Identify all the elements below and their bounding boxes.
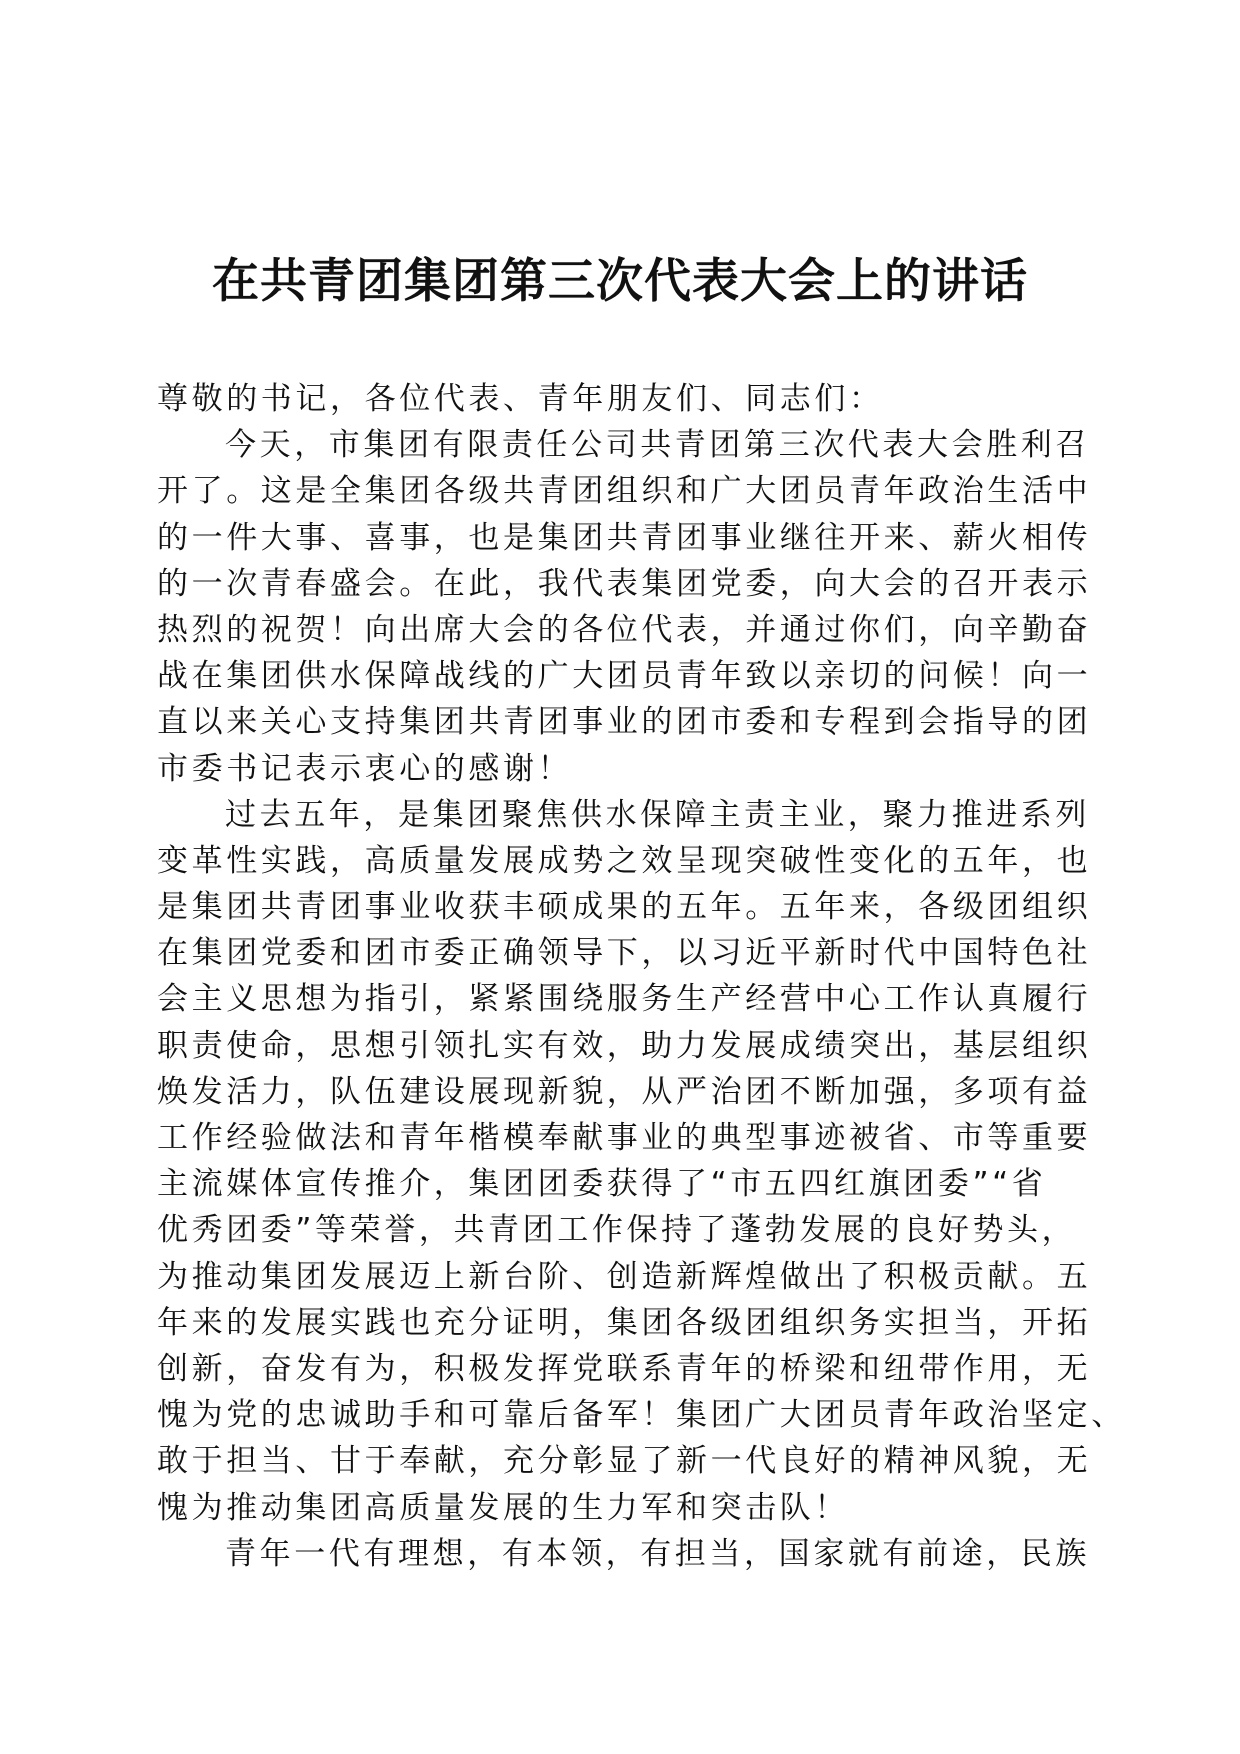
text-line: 愧为党的忠诚助手和可靠后备军！集团广大团员青年政治坚定、: [157, 1397, 1126, 1434]
text-line: 在集团党委和团市委正确领导下，以习近平新时代中国特色社: [157, 935, 1092, 972]
text-line: 市委书记表示衷心的感谢！: [157, 750, 573, 787]
text-line: 变革性实践，高质量发展成势之效呈现突破性变化的五年，也: [157, 842, 1092, 879]
text-line: 战在集团供水保障战线的广大团员青年致以亲切的问候！向一: [157, 658, 1092, 695]
text-line: 直以来关心支持集团共青团事业的团市委和专程到会指导的团: [157, 704, 1092, 741]
text-line: 愧为推动集团高质量发展的生力军和突击队！: [157, 1489, 849, 1526]
text-line: 创新，奋发有为，积极发挥党联系青年的桥梁和纽带作用，无: [157, 1350, 1092, 1387]
text-line: 开了。这是全集团各级共青团组织和广大团员青年政治生活中: [157, 473, 1092, 510]
text-line: 尊敬的书记，各位代表、青年朋友们、同志们：: [157, 381, 884, 417]
document-title: 在共青团集团第三次代表大会上的讲话: [212, 254, 1028, 309]
text-line: 为推动集团发展迈上新台阶、创造新辉煌做出了积极贡献。五: [157, 1258, 1092, 1295]
text-line: 主流媒体宣传推介，集团团委获得了“市五四红旗团委”“省: [157, 1166, 1047, 1203]
text-line: 优秀团委”等荣誉，共青团工作保持了蓬勃发展的良好势头，: [157, 1212, 1077, 1249]
text-line: 是集团共青团事业收获丰硕成果的五年。五年来，各级团组织: [157, 889, 1092, 926]
text-line: 的一件大事、喜事，也是集团共青团事业继往开来、薪火相传: [157, 519, 1092, 556]
document-body: [157, 376, 1126, 1577]
text-line: 工作经验做法和青年楷模奉献事业的典型事迹被省、市等重要: [157, 1120, 1092, 1156]
text-line: 职责使命，思想引领扎实有效，助力发展成绩突出，基层组织: [157, 1027, 1092, 1064]
text-line: 热烈的祝贺！向出席大会的各位代表，并通过你们，向辛勤奋: [157, 611, 1092, 648]
text-line: 年来的发展实践也充分证明，集团各级团组织务实担当，开拓: [157, 1304, 1092, 1341]
text-line: 青年一代有理想，有本领，有担当，国家就有前途，民族: [225, 1535, 1090, 1572]
text-line: 的一次青春盛会。在此，我代表集团党委，向大会的召开表示: [157, 565, 1092, 602]
text-line: 会主义思想为指引，紧紧围绕服务生产经营中心工作认真履行: [157, 981, 1092, 1018]
text-line: 敢于担当、甘于奉献，充分彰显了新一代良好的精神风貌，无: [157, 1443, 1092, 1480]
text-line: 焕发活力，队伍建设展现新貌，从严治团不断加强，多项有益: [157, 1073, 1092, 1110]
text-line: 今天，市集团有限责任公司共青团第三次代表大会胜利召: [225, 427, 1090, 464]
text-line: 过去五年，是集团聚焦供水保障主责主业，聚力推进系列: [225, 796, 1090, 833]
